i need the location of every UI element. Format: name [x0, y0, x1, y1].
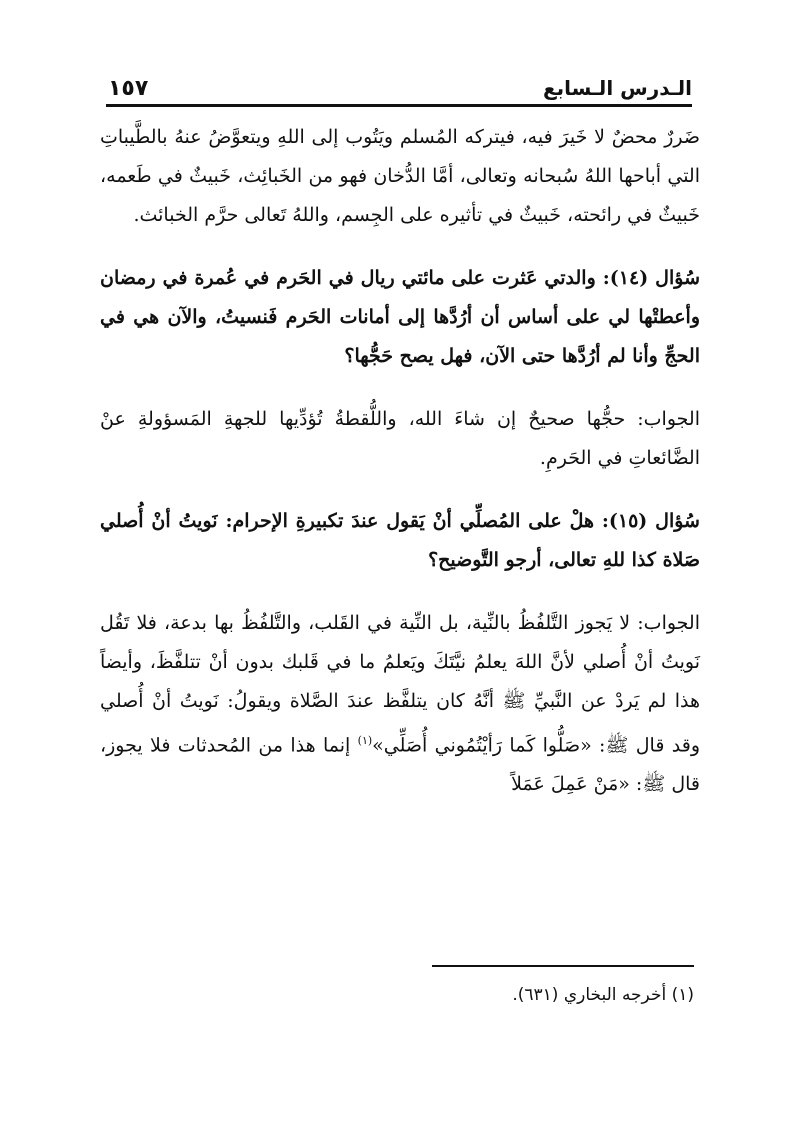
answer-15: [100, 604, 700, 804]
answer-15-main: الجواب: لا يَجوز التَّلفُظُ بالنِّية، بل النِّية في القَلب، والتَّلفُظُ بها بدعة، فلا تَقُل نَويتُ أنْ أُصلي لأنَّ اللهَ يعلمُ نيَّتَكَ ويَعلمُ ما في قَلبك بدون أنْ تتلفَّظَ، وأيضاً هذا لم يَردْ عن النَّبيِّ ﷺ أنَّهُ كان يتلفَّظ عندَ الصَّلاة ويقولُ: نَويتُ أنْ أُصلي وقد قال ﷺ: «صَلُّوا كَما رَأيْتُمُوني أُصَلِّي»: [100, 612, 700, 757]
body-text: [100, 118, 700, 804]
footnote: (١) أخرجه البخاري (٦٣١).: [512, 985, 694, 1005]
answer-15-tail: إنما هذا من المُحدثات فلا يجوز، قال ﷺ: «مَنْ عَمِلَ عَمَلاً: [100, 734, 700, 796]
question-14: سُؤال (١٤): والدتي عَثرت على مائتي ريال في الحَرم في عُمرة في رمضان وأعطتْها لي على أساس أن أرُدَّها إلى أمانات الحَرم فَنسيتُ، والآن هي في الحجِّ وأنا لم أرُدَّها حتى الآن، فهل يصح حَجُّها؟: [100, 267, 700, 367]
page-header: [106, 74, 692, 107]
footnote-ref: (١): [357, 734, 373, 747]
page-number: ١٥٧: [108, 76, 149, 101]
question-15: سُؤال (١٥): هلْ على المُصلِّي أنْ يَقول عندَ تكبيرةِ الإحرام: نَويتُ أنْ أُصلي صَلاة كذا للهِ تعالى، أرجو التَّوضيح؟: [100, 510, 700, 571]
answer-14: الجواب: حجُّها صحيحٌ إن شاءَ الله، واللُّقطةُ تُؤدِّيها للجهةِ المَسؤولةِ عنْ الضَّائعاتِ في الحَرمِ.: [100, 408, 700, 469]
paragraph-smoking: ضَررٌ محضٌ لا خَيرَ فيه، فيتركه المُسلم ويَتُوب إلى اللهِ ويتعوَّضُ عنهُ بالطَّيباتِ التي أباحها اللهُ سُبحانه وتعالى، أمَّا الدُّخان فهو من الخَبائِث، خَبيثٌ في طَعمه، خَبيثٌ في رائحته، خَبيثٌ في تأثيره على الجِسم، واللهُ تَعالى حرَّم الخبائث.: [100, 126, 700, 226]
lesson-title: الـدرس الـسابع: [542, 76, 692, 100]
footnote-divider: [432, 965, 694, 967]
